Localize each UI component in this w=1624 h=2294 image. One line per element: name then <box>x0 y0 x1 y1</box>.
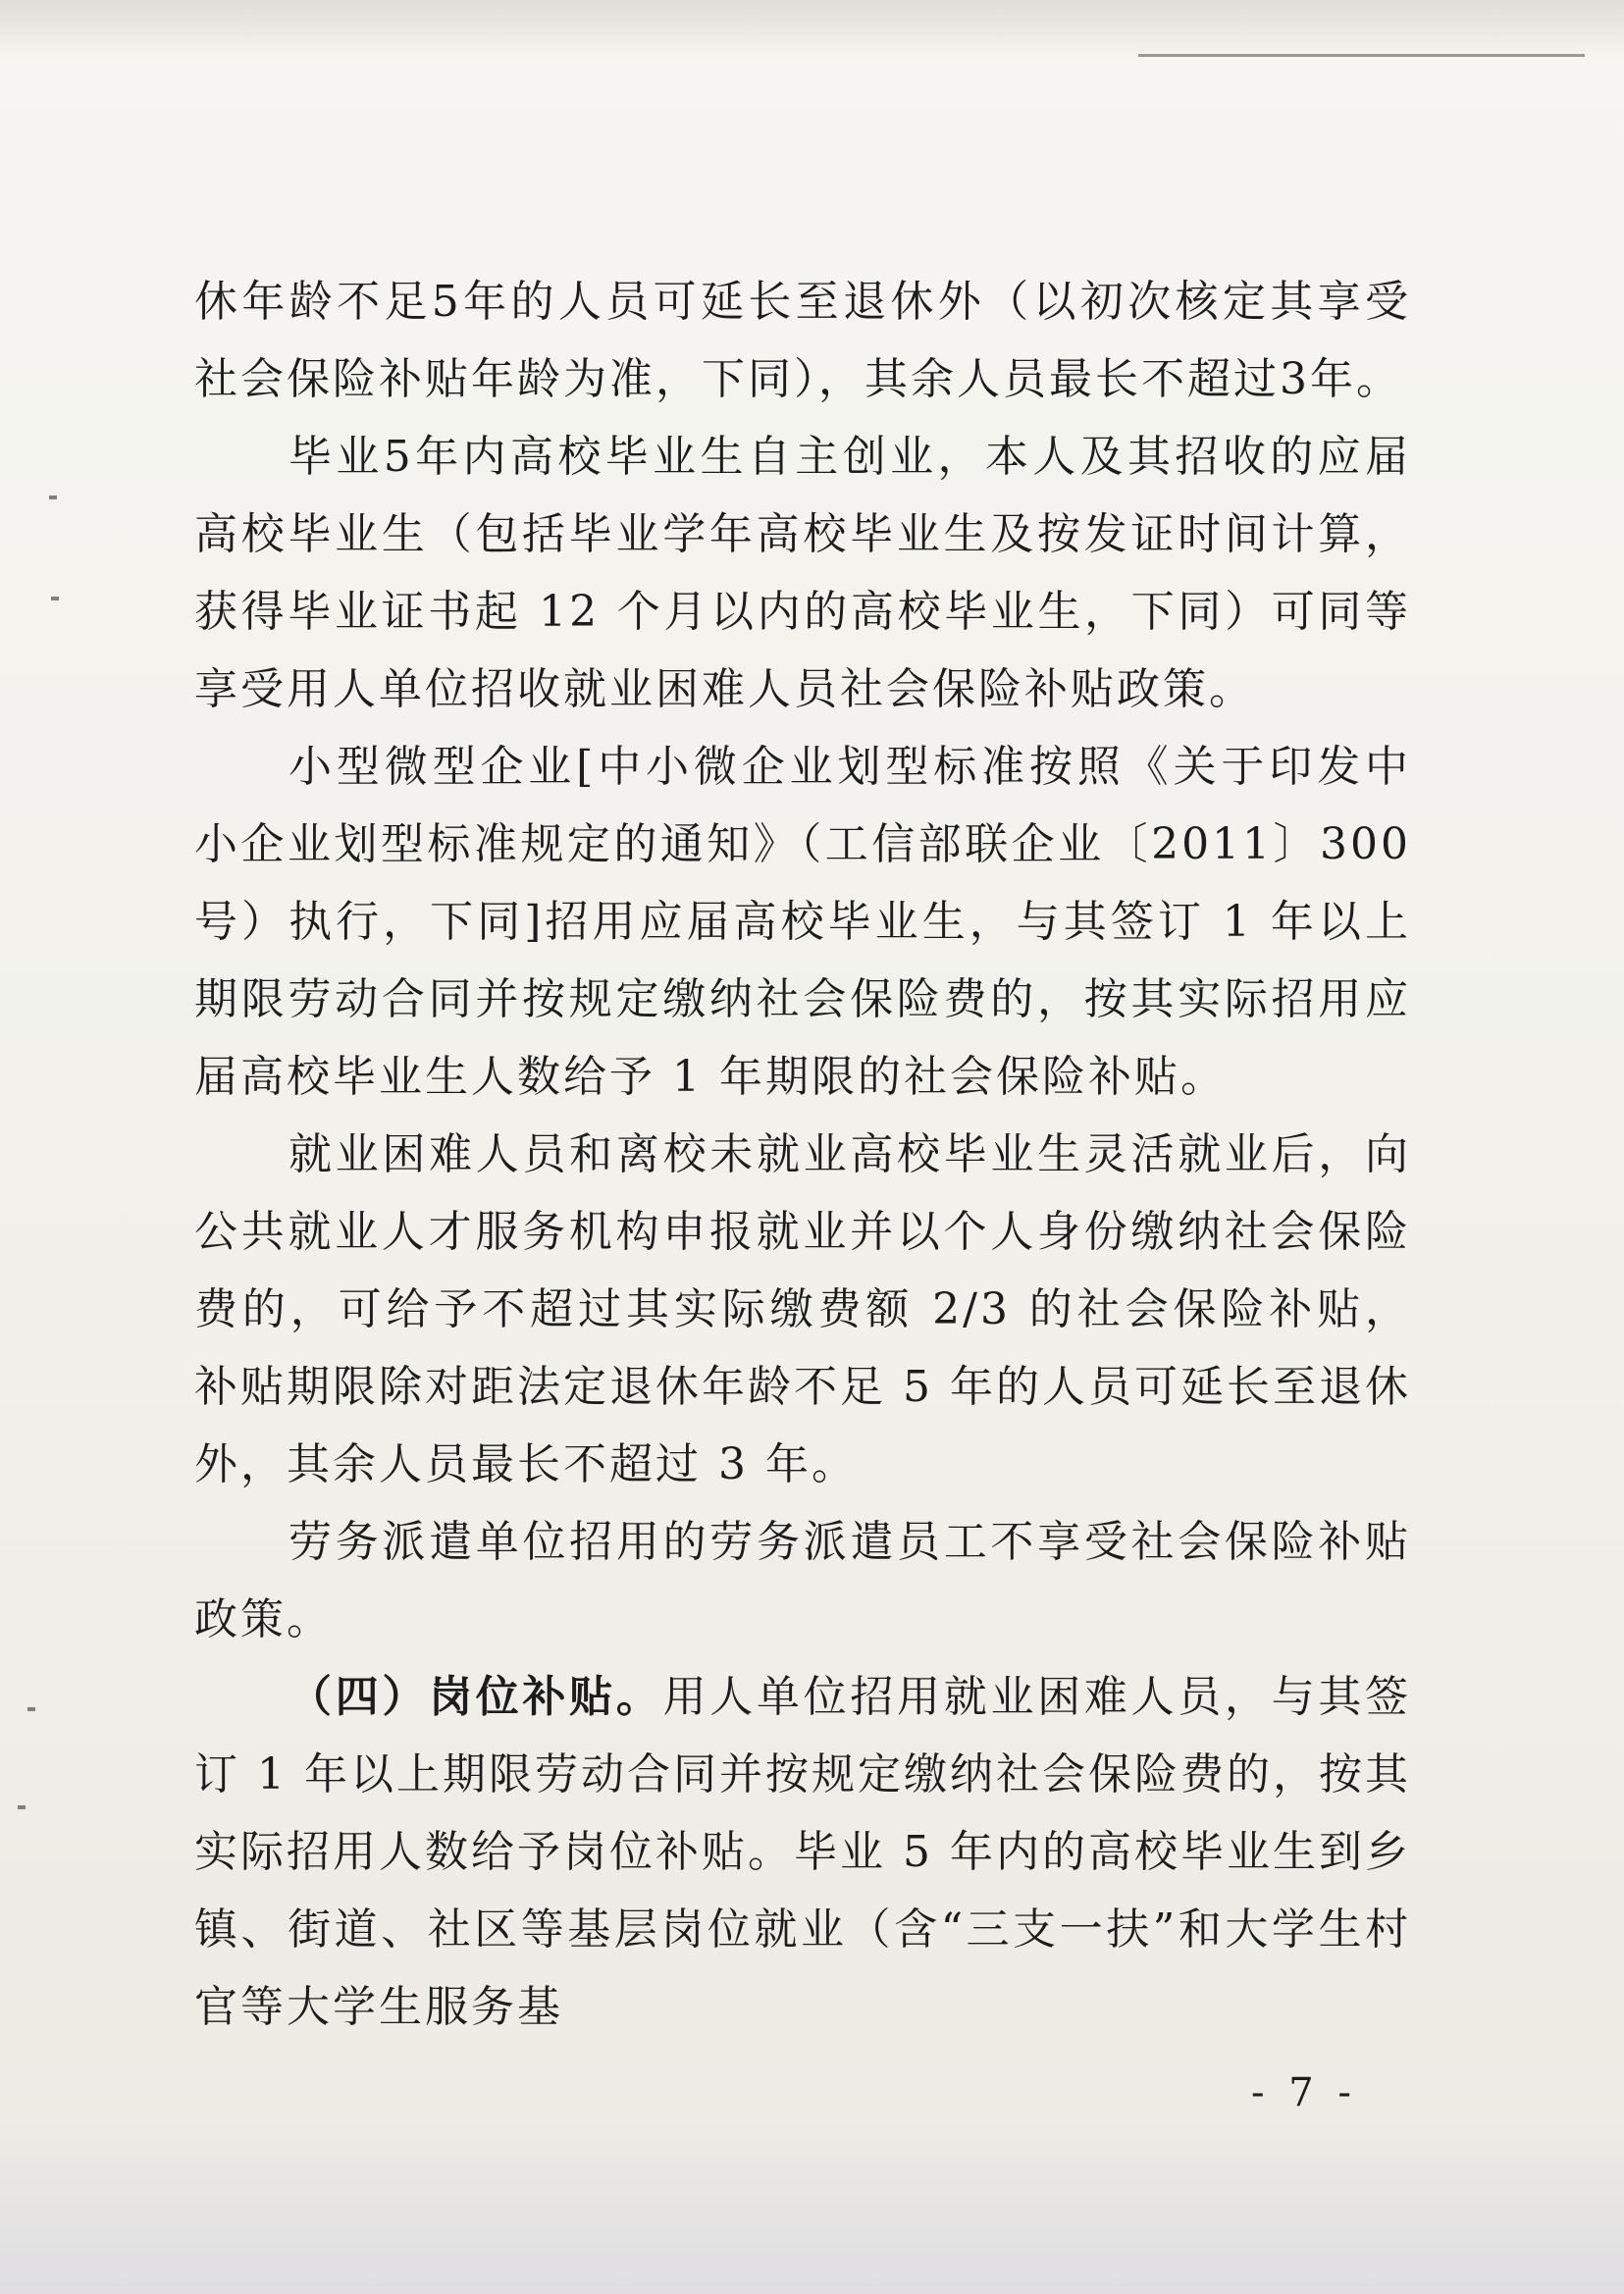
scan-top-shadow <box>0 0 1624 59</box>
margin-speck <box>49 495 57 499</box>
section-four-body: 用人单位招用就业困难人员，与其签订 1 年以上期限劳动合同并按规定缴纳社会保险费的，按其实际招用人数给予岗位补贴。毕业 5 年内的高校毕业生到乡镇、街道、社区等基层岗位就业（含“三支一扶”和大学生村官等大学生服务基 <box>194 1672 1412 2032</box>
paragraph-2: 毕业5年内高校毕业生自主创业，本人及其招收的应届高校毕业生（包括毕业学年高校毕业生及按发证时间计算，获得毕业证书起 12 个月以内的高校毕业生，下同）可同等享受用人单位招收就业困难人员社会保险补贴政策。 <box>194 432 1411 714</box>
paragraph-1: 休年龄不足5年的人员可延长至退休外（以初次核定其享受社会保险补贴年龄为准，下同），其余人员最长不超过3年。 <box>194 277 1411 404</box>
scan-bottom-shadow <box>0 2117 1624 2294</box>
margin-speck <box>27 1707 35 1711</box>
paragraph-3: 小型微型企业[中小微企业划型标准按照《关于印发中小企业划型标准规定的通知》（工信部联企业〔2011〕300 号）执行，下同]招用应届高校毕业生，与其签订 1 年以上期限劳动合同并按规定缴纳社会保险费的，按其实际招用应届高校毕业生人数给予 1 年期限的社会保险补贴。 <box>194 742 1411 1102</box>
page-number: - 7 - <box>1251 2070 1357 2115</box>
scan-edge-line <box>1138 54 1585 57</box>
section-four-heading: （四）岗位补贴。 <box>288 1672 663 1722</box>
body-text <box>194 263 1411 2046</box>
paragraph-section-four <box>194 1658 1411 2046</box>
margin-speck <box>51 597 59 600</box>
paragraph-5: 劳务派遣单位招用的劳务派遣员工不享受社会保险补贴政策。 <box>194 1517 1411 1644</box>
margin-speck <box>18 1805 26 1809</box>
paragraph-4: 就业困难人员和离校未就业高校毕业生灵活就业后，向公共就业人才服务机构申报就业并以个人身份缴纳社会保险费的，可给予不超过其实际缴费额 2/3 的社会保险补贴，补贴期限除对距法定退休年龄不足 5 年的人员可延长至退休外，其余人员最长不超过 3 年。 <box>194 1129 1411 1489</box>
